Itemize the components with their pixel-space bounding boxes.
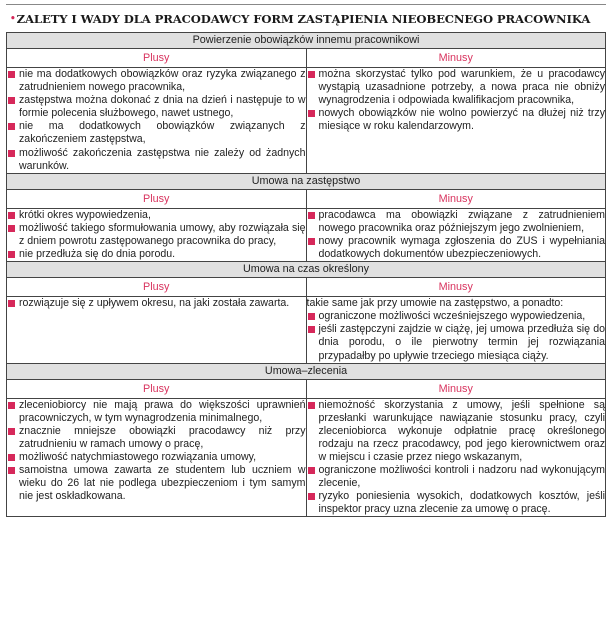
- list-item: [307, 399, 606, 464]
- section-header-row: [7, 173, 606, 189]
- list-item-text: nie ma dodatkowych obowiązków oraz ryzyka związanego z zatrudnieniem nowego pracownika,: [19, 68, 306, 94]
- cons-list: [307, 209, 606, 261]
- list-item-text: znacznie mniejsze obowiązki pracodawcy niż przy zatrudnieniu w ramach umowy o pracę,: [19, 424, 306, 450]
- content-row: [7, 68, 606, 174]
- list-item-text: ograniczone możliwości kontroli i nadzoru nad wykonującym zlecenie,: [318, 464, 605, 490]
- list-item: [7, 451, 306, 464]
- section-header-row: [7, 33, 606, 49]
- square-bullet-icon: [308, 313, 315, 320]
- list-item: [7, 399, 306, 425]
- pros-cell: [7, 208, 307, 261]
- square-bullet-icon: [308, 71, 315, 78]
- list-item: [7, 120, 306, 146]
- list-item-text: ograniczone możliwości wcześniejszego wypowiedzenia,: [318, 310, 586, 323]
- square-bullet-icon: [8, 123, 15, 130]
- square-bullet-icon: [8, 467, 15, 474]
- list-item-text: możliwość natychmiastowego rozwiązania umowy,: [19, 450, 257, 463]
- list-item: [7, 425, 306, 451]
- column-header-row: [7, 278, 606, 297]
- list-item: [7, 68, 306, 94]
- square-bullet-icon: [8, 71, 15, 78]
- list-item-text: krótki okres wypowiedzenia,: [19, 208, 151, 221]
- list-item-text: ryzyko poniesienia wysokich, dodatkowych kosztów, jeśli inspektor pracy uzna zlecenie za umowę o pracę.: [318, 490, 605, 516]
- list-item-text: nowych obowiązków nie wolno powierzyć na dłużej niż trzy miesiące w roku kalendarzowym.: [318, 107, 605, 133]
- list-item: [7, 209, 306, 222]
- square-bullet-icon: [308, 493, 315, 500]
- section-header-row: [7, 363, 606, 379]
- title-marker-icon: •: [10, 14, 16, 24]
- pros-cell: [7, 398, 307, 517]
- list-item: [307, 310, 606, 323]
- pros-list: [7, 68, 306, 173]
- top-rule: [6, 4, 606, 5]
- square-bullet-icon: [8, 300, 15, 307]
- cons-cell: [306, 68, 606, 174]
- cons-header: Minusy: [306, 278, 606, 297]
- list-item: [307, 107, 606, 133]
- pros-cons-table: [6, 32, 606, 517]
- pros-header: Plusy: [7, 379, 307, 398]
- list-item-text: możliwość takiego sformułowania umowy, aby rozwiązała się z dniem powrotu zastępowanego pracownika do pracy,: [19, 221, 306, 247]
- section-header-row: [7, 262, 606, 278]
- list-item: [7, 297, 306, 310]
- square-bullet-icon: [8, 428, 15, 435]
- list-item-text: nie ma dodatkowych obowiązków związanych z zakończeniem zastępstwa,: [19, 120, 306, 146]
- cons-header: Minusy: [306, 49, 606, 68]
- list-item-text: możliwość zakończenia zastępstwa nie zależy od żadnych warunków.: [19, 146, 306, 172]
- cons-cell: [306, 297, 606, 363]
- pros-header: Plusy: [7, 189, 307, 208]
- document-title: [10, 12, 590, 26]
- content-row: [7, 208, 606, 261]
- column-header-row: [7, 379, 606, 398]
- list-item-text: nie przedłuża się do dnia porodu.: [19, 248, 176, 261]
- list-item-text: nowy pracownik wymaga zgłoszenia do ZUS i wypełniania dodatkowych dokumentów ubezpieczeniowych.: [318, 234, 605, 261]
- section-title-umowa-na-zastepstwo: Umowa na zastępstwo: [7, 173, 606, 189]
- pros-cell: [7, 68, 307, 174]
- list-item-text: niemożność skorzystania z umowy, jeśli spełnione są przesłanki warunkujące nawiązanie stosunku pracy, czyli zleceniobiorca wykonuje odpłatnie pracę określonego rodzaju na rzecz pracodawcy, pod jego kierownictwem oraz w miejscu i czasie przez niego wskazanym,: [318, 398, 605, 463]
- list-item: [307, 68, 606, 107]
- list-item-text: można skorzystać tylko pod warunkiem, że u pracodawcy wystąpią uzasadnione potrzeby, a nowa praca nie obniży wynagrodzenia i odpowiada kwalifikacjom pracownika,: [318, 68, 605, 107]
- square-bullet-icon: [8, 97, 15, 104]
- section-title-umowa-na-czas-okreslony: Umowa na czas określony: [7, 262, 606, 278]
- pros-list: [7, 297, 306, 310]
- list-item: [307, 323, 606, 362]
- list-item-text: zastępstwa można dokonać z dnia na dzień i następuje to w formie polecenia służbowego, nawet ustnego,: [19, 94, 306, 120]
- square-bullet-icon: [308, 402, 315, 409]
- cons-list: [307, 399, 606, 517]
- square-bullet-icon: [8, 212, 15, 219]
- list-item: [307, 235, 606, 261]
- column-header-row: [7, 49, 606, 68]
- list-item: [7, 248, 306, 261]
- pros-list: [7, 399, 306, 504]
- square-bullet-icon: [8, 454, 15, 461]
- cons-cell: [306, 398, 606, 517]
- pros-list: [7, 209, 306, 261]
- square-bullet-icon: [308, 110, 315, 117]
- list-item: [307, 490, 606, 516]
- cons-header: Minusy: [306, 189, 606, 208]
- cons-cell: [306, 208, 606, 261]
- section-title-powierzenie-obowiazkow-innemu-pracownikowi: Powierzenie obowiązków innemu pracownikowi: [7, 33, 606, 49]
- square-bullet-icon: [308, 238, 315, 245]
- list-item: [307, 464, 606, 490]
- title-text: ZALETY I WADY DLA PRACODAWCY FORM ZASTĄPIENIA NIEOBECNEGO PRACOWNIKA: [16, 12, 591, 26]
- list-item-text: rozwiązuje się z upływem okresu, na jaki została zawarta.: [19, 297, 290, 310]
- cons-list: [307, 68, 606, 133]
- list-item: [7, 222, 306, 248]
- list-item: [307, 209, 606, 235]
- cons-header: Minusy: [306, 379, 606, 398]
- pros-cell: [7, 297, 307, 363]
- list-item-text: jeśli zastępczyni zajdzie w ciążę, jej umowa przedłuża się do dnia porodu, o ile pierwotny termin jej rozwiązania przypadałby po upływie trzeciego miesiąca ciąży.: [318, 323, 605, 362]
- list-item-text: pracodawca ma obowiązki związane z zatrudnieniem nowego pracownika oraz późniejszym jego zwolnieniem,: [318, 208, 605, 234]
- list-item: [7, 147, 306, 173]
- list-item: [7, 464, 306, 503]
- square-bullet-icon: [308, 212, 315, 219]
- square-bullet-icon: [8, 225, 15, 232]
- content-row: [7, 398, 606, 517]
- square-bullet-icon: [308, 467, 315, 474]
- pros-header: Plusy: [7, 49, 307, 68]
- square-bullet-icon: [308, 326, 315, 333]
- pros-header: Plusy: [7, 278, 307, 297]
- square-bullet-icon: [8, 402, 15, 409]
- cons-list: [307, 310, 606, 362]
- content-row: [7, 297, 606, 363]
- section-title-umowa-zlecenia: Umowa–zlecenia: [7, 363, 606, 379]
- column-header-row: [7, 189, 606, 208]
- square-bullet-icon: [8, 251, 15, 258]
- square-bullet-icon: [8, 150, 15, 157]
- list-item-text: zleceniobiorcy nie mają prawa do większości uprawnień pracowniczych, w tym wynagrodzenia minimalnego,: [19, 398, 306, 424]
- list-item-text: samoistna umowa zawarta ze studentem lub uczniem w wieku do 26 lat nie podlega ubezpieczeniom i tym samym nie jest oskładkowana.: [19, 464, 306, 503]
- cons-intro-text: takie same jak przy umowie na zastępstwo, a ponadto:: [306, 297, 564, 310]
- list-item: [7, 94, 306, 120]
